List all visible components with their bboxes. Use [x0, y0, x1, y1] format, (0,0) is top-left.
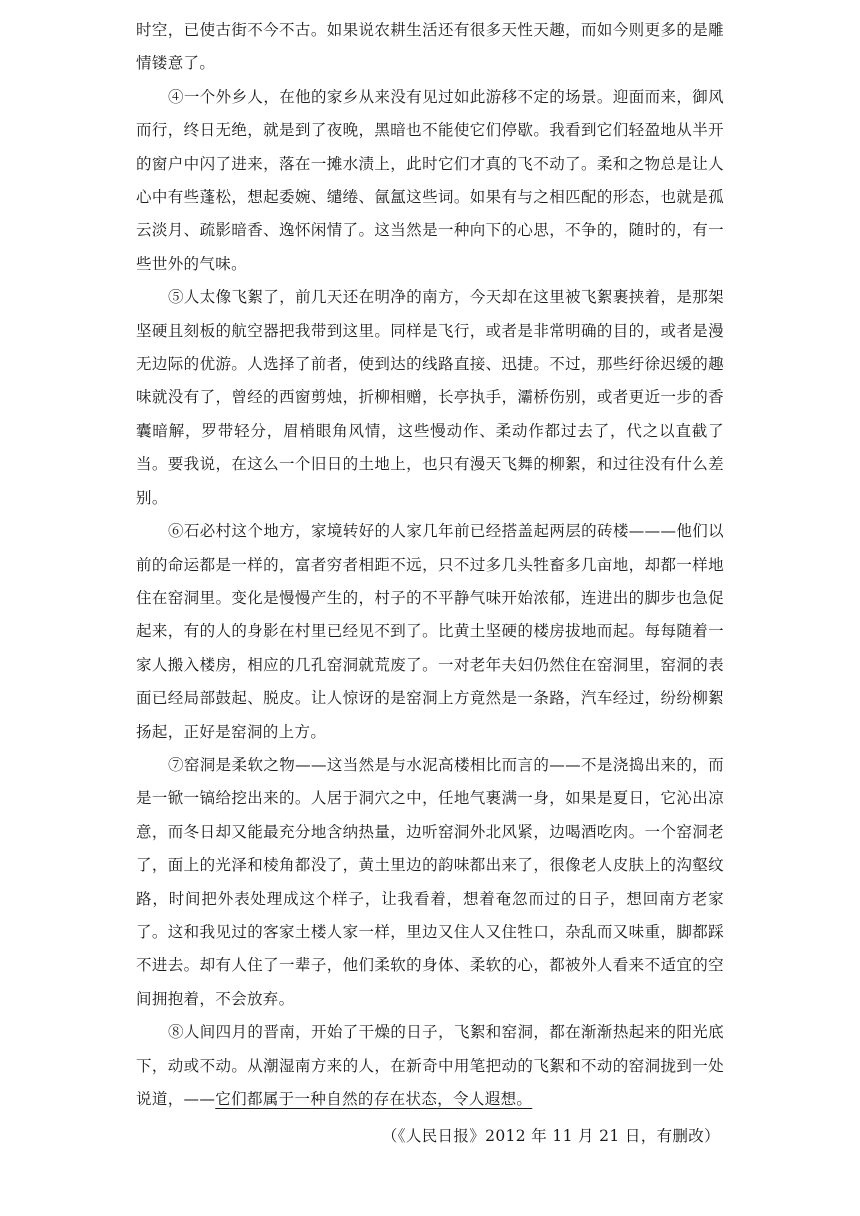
paragraph-4: ④一个外乡人，在他的家乡从来没有见过如此游移不定的场景。迎面而来，御风而行，终日无绝，就是到了夜晚，黑暗也不能使它们停歇。我看到它们轻盈地从半开的窗户中闪了进来，落在一摊水渍上，此时它们才真的飞不动了。柔和之物总是让人心中有些蓬松，想起委婉、缱绻、氤氲这些词。如果有与之相匹配的形态，也就是孤云淡月、疏影暗香、逸怀闲情了。这当然是一种向下的心思，不争的，随时的，有一些世外的气味。: [136, 87, 724, 273]
paragraph-continued: 时空，已使古街不今不古。如果说农耕生活还有很多天性天趣，而如今则更多的是雕情镂意了。: [136, 21, 724, 73]
paragraph-5: ⑤人太像飞絮了，前几天还在明净的南方，今天却在这里被飞絮裹挟着，是那架坚硬且刻板的航空器把我带到这里。同样是飞行，或者是非常明确的目的，或者是漫无边际的优游。人选择了前者，使到达的线路直接、迅捷。不过，那些纡徐迟缓的趣味就没有了，曾经的西窗剪烛，折柳相赠，长亭执手，灞桥伤别，或者更近一步的香囊暗解，罗带轻分，眉梢眼角风情，这些慢动作、柔动作都过去了，代之以直截了当。要我说，在这么一个旧日的土地上，也只有漫天飞舞的柳絮，和过往没有什么差别。: [136, 288, 724, 507]
paragraph-8-text: ⑧人间四月的晋南，开始了干燥的日子，飞絮和窑洞，都在渐渐热起来的阳光底下，动或不动。从潮湿南方来的人，在新奇中用笔把动的飞絮和不动的窑洞拢到一处说道，——: [136, 1023, 724, 1108]
paragraph-7: ⑦窑洞是柔软之物——这当然是与水泥高楼相比而言的——不是浇捣出来的，而是一锨一镐给挖出来的。人居于洞穴之中，任地气裹满一身，如果是夏日，它沁出凉意，而冬日却又能最充分地含纳热量，边听窑洞外北风紧，边喝酒吃肉。一个窑洞老了，面上的光泽和棱角都没了，黄土里边的韵味都出来了，很像老人皮肤上的沟壑纹路，时间把外表处理成这个样子，让我看着，想着奄忽而过的日子，想回南方老家了。这和我见过的客家土楼人家一样，里边又住人又住牲口，杂乱而又味重，脚都踩不进去。却有人住了一辈子，他们柔软的身体、柔软的心，都被外人看来不适宜的空间拥抱着，不会放弃。: [136, 755, 724, 1008]
article-body: [136, 0, 724, 1154]
underlined-sentence: 它们都属于一种自然的存在状态，令人遐想。: [215, 1090, 533, 1108]
source-citation: （《人民日报》2012 年 11 月 21 日，有删改）: [381, 1127, 720, 1146]
paragraph-8: [136, 1016, 724, 1116]
paragraph-6: ⑥石必村这个地方，家境转好的人家几年前已经搭盖起两层的砖楼———他们以前的命运都是一样的，富者穷者相距不远，只不过多几头牲畜多几亩地，却都一样地住在窑洞里。变化是慢慢产生的，村子的不平静气味开始浓郁，连进出的脚步也急促起来，有的人的身影在村里已经见不到了。比黄土坚硬的楼房拔地而起。每每随着一家人搬入楼房，相应的几孔窑洞就荒废了。一对老年夫妇仍然住在窑洞里，窑洞的表面已经局部鼓起、脱皮。让人惊讶的是窑洞上方竟然是一条路，汽车经过，纷纷柳絮扬起，正好是窑洞的上方。: [136, 522, 724, 741]
